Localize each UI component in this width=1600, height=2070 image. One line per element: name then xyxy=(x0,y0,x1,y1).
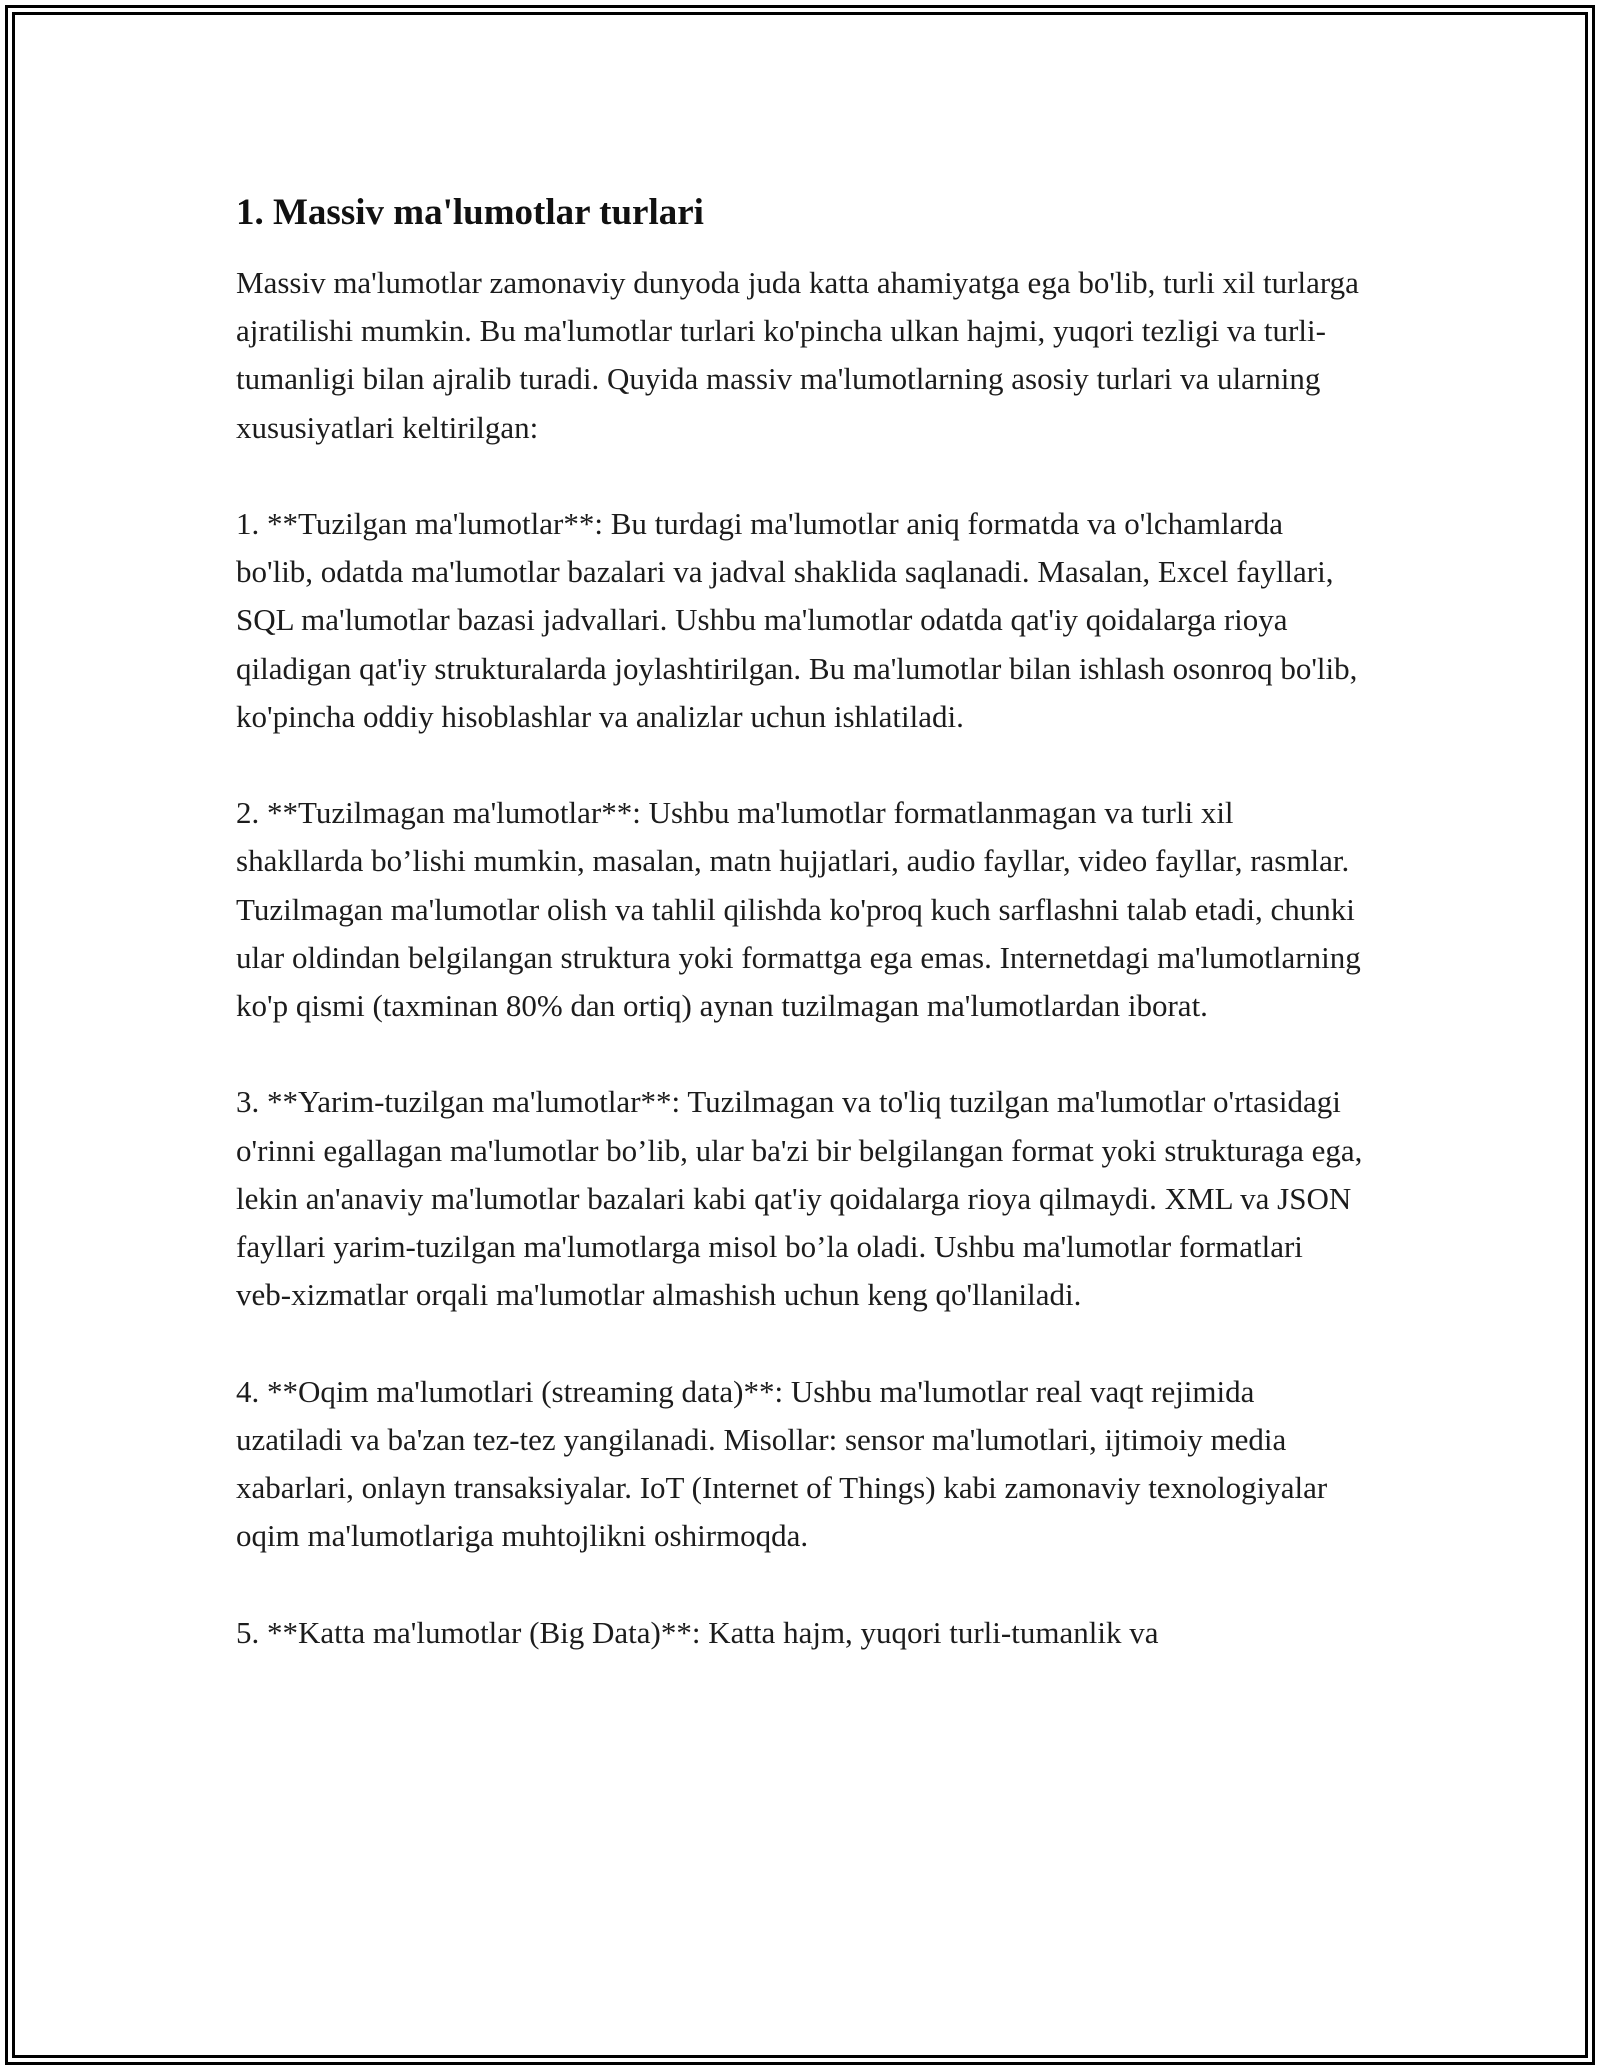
section-heading: 1. Massiv ma'lumotlar turlari xyxy=(236,192,704,233)
list-item-streaming-data: 4. **Oqim ma'lumotlari (streaming data)**: Ushbu ma'lumotlar real vaqt rejimida uzatiladi va ba'zan tez-tez yangilanadi. Misollar: sensor ma'lumotlari, ijtimoiy media xabarlari, onlayn transaksiyalar. IoT (Internet of Things) kabi zamonaviy texnologiyalar oqim ma'lumotlariga muhtojlikni oshirmoqda. xyxy=(236,1373,1328,1554)
list-item-unstructured-data: 2. **Tuzilmagan ma'lumotlar**: Ushbu ma'lumotlar formatlanmagan va turli xil shakllarda bo’lishi mumkin, masalan, matn hujjatlari, audio fayllar, video fayllar, rasmlar. Tuzilmagan ma'lumotlar olish va tahlil qilishda ko'proq kuch sarflashni talab etadi, chunki ular oldindan belgilangan struktura yoki formattga ega emas. Internetdagi ma'lumotlarning ko'p qismi (taxminan 80% dan ortiq) aynan tuzilmagan ma'lumotlardan iborat. xyxy=(236,795,1361,1024)
intro-paragraph: Massiv ma'lumotlar zamonaviy dunyoda juda katta ahamiyatga ega bo'lib, turli xil turlarga ajratilishi mumkin. Bu ma'lumotlar turlari ko'pincha ulkan hajmi, yuqori tezligi va turli-tumanligi bilan ajralib turadi. Quyida massiv ma'lumotlarning asosiy turlari va ularning xususiyatlari keltirilgan: xyxy=(236,265,1359,445)
list-item-structured-data: 1. **Tuzilgan ma'lumotlar**: Bu turdagi ma'lumotlar aniq formatda va o'lchamlarda bo'lib, odatda ma'lumotlar bazalari va jadval shaklida saqlanadi. Masalan, Excel fayllari, SQL ma'lumotlar bazasi jadvallari. Ushbu ma'lumotlar odatda qat'iy qoidalarga rioya qiladigan qat'iy strukturalarda joylashtirilgan. Bu ma'lumotlar bilan ishlash osonroq bo'lib, ko'pincha oddiy hisoblashlar va analizlar uchun ishlatiladi. xyxy=(236,506,1358,734)
list-item-semi-structured-data: 3. **Yarim-tuzilgan ma'lumotlar**: Tuzilmagan va to'liq tuzilgan ma'lumotlar o'rtasidagi o'rinni egallagan ma'lumotlar bo’lib, ular ba'zi bir belgilangan format yoki strukturaga ega, lekin an'anaviy ma'lumotlar bazalari kabi qat'iy qoidalarga rioya qilmaydi. XML va JSON fayllari yarim-tuzilgan ma'lumotlarga misol bo’la oladi. Ushbu ma'lumotlar formatlari veb-xizmatlar orqali ma'lumotlar almashish uchun keng qo'llaniladi. xyxy=(236,1084,1363,1313)
document-body xyxy=(236,185,1364,1705)
list-item-big-data: 5. **Katta ma'lumotlar (Big Data)**: Katta hajm, yuqori turli-tumanlik va xyxy=(236,1614,1159,1650)
